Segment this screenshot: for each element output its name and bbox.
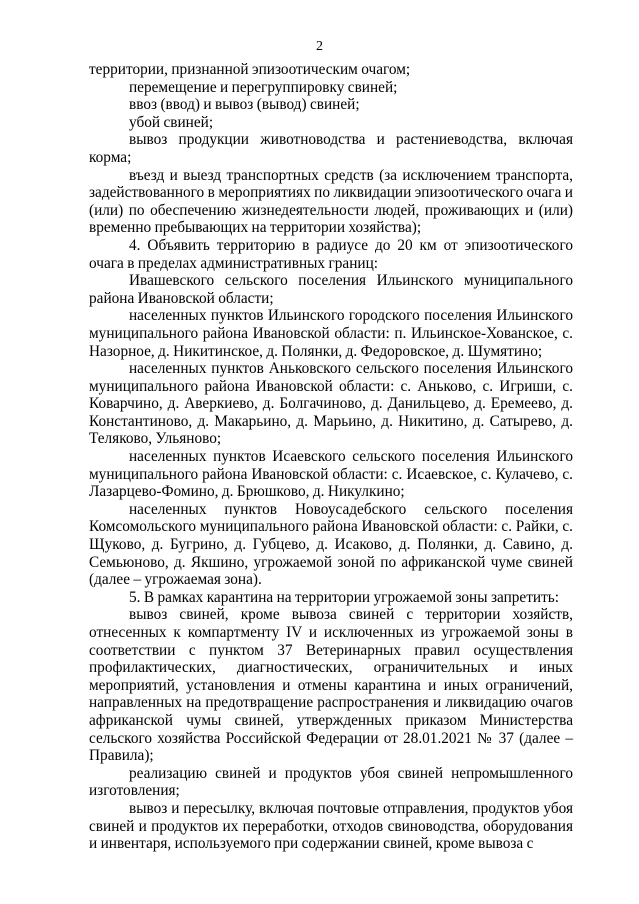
document-body xyxy=(89,61,573,853)
paragraph: ввоз (ввод) и вывоз (вывод) свиней; xyxy=(129,96,360,114)
paragraph: вывоз и пересылку, включая почтовые отправления, продуктов убоя свиней и продуктов их переработки, отходов свиноводства, оборудования и инвентаря, используемого при содержании свиней, кроме вывоза с xyxy=(89,799,573,853)
paragraph: населенных пунктов Исаевского сельского поселения Ильинского муниципального района Ивановской области: с. Исаевское, с. Кулачево, с. Лазарцево-Фомино, д. Брюшково, д. Никулкино; xyxy=(89,448,573,501)
paragraph: перемещение и перегруппировку свиней; xyxy=(129,78,398,96)
paragraph: населенных пунктов Новоусадебского сельского поселения Комсомольского муниципального района Ивановской области: с. Райки, с. Щуково, д. Бугрино, д. Губцево, д. Исаково, д. Полянки, д. Савино, д. Семьюново, д. Якшино, угрожаемой зоной по африканской чуме свиней (далее – угрожаемая зона). xyxy=(89,500,573,589)
paragraph: въезд и выезд транспортных средств (за исключением транспорта, задействованного в мероприятиях по ликвидации эпизоотического очага и (или) по обеспечению жизнедеятельности людей, проживающих и (или) временно пребывающих на территории хозяйства); xyxy=(89,166,573,237)
paragraph: вывоз продукции животноводства и растениеводства, включая корма; xyxy=(89,131,573,166)
paragraph: населенных пунктов Ильинского городского поселения Ильинского муниципального района Ивановской области: п. Ильинское-Хованское, с. Назорное, д. Никитинское, д. Полянки, д. Федоровское, д. Шумятино; xyxy=(89,307,573,360)
page-number: 2 xyxy=(316,39,323,54)
paragraph: убой свиней; xyxy=(129,113,214,131)
paragraph: 4. Объявить территорию в радиусе до 20 км от эпизоотического очага в пределах административных границ: xyxy=(89,236,573,272)
paragraph: населенных пунктов Аньковского сельского поселения Ильинского муниципального района Ивановской области: с. Аньково, с. Игриши, с. Коварчино, д. Аверкиево, д. Болгачиново, д. Данильцево, д. Еремеево, д. Константиново, д. Макарьино, д. Марьино, д. Никитино, д. Сатырево, д. Теляково, Ульяново; xyxy=(89,360,573,448)
paragraph: 5. В рамках карантина на территории угрожаемой зоны запретить: xyxy=(129,588,559,606)
paragraph: территории, признанной эпизоотическим очагом; xyxy=(89,61,411,78)
paragraph: Ивашевского сельского поселения Ильинского муниципального района Ивановской области; xyxy=(89,272,573,307)
paragraph: вывоз свиней, кроме вывоза свиней с территории хозяйств, отнесенных к компартменту IV и исключенных из угрожаемой зоны в соответствии с пунктом 37 Ветеринарных правил осуществления профилактических, диагностических, ограничительных и иных мероприятий, установления и отмены карантина и иных ограничений, направленных на предотвращение распространения и ликвидацию очагов африканской чумы свиней, утвержденных приказом Министерства сельского хозяйства Российской Федерации от 28.01.2021 № 37 (далее – Правила); xyxy=(89,606,573,765)
paragraph: реализацию свиней и продуктов убоя свиней непромышленного изготовления; xyxy=(89,764,573,800)
